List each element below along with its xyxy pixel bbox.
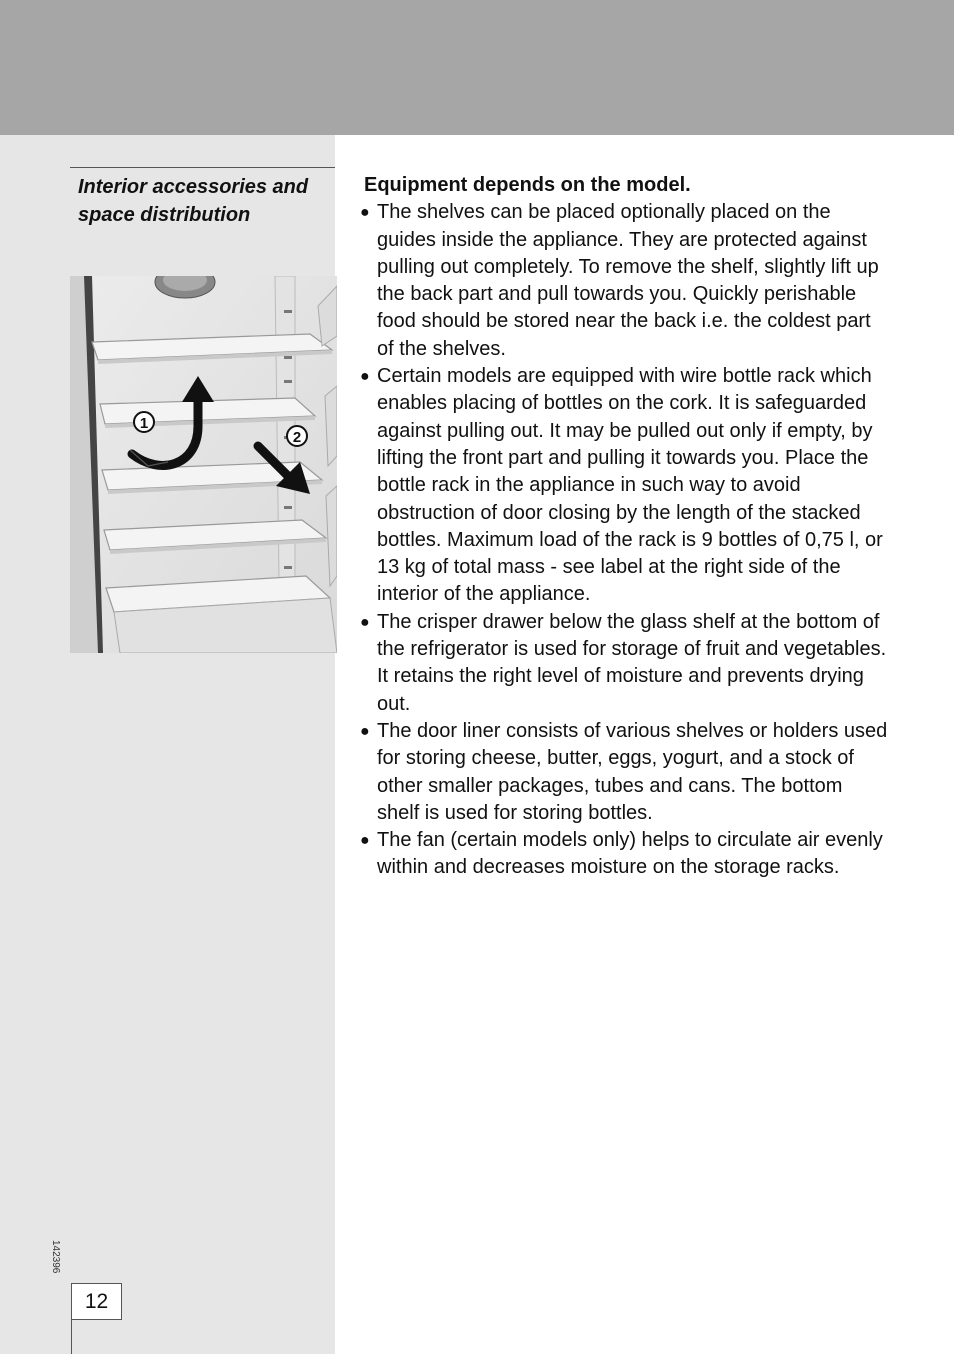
- list-item-text: The door liner consists of various shelves or holders used for storing cheese, butter, eggs, yogurt, and a stock of other smaller packages, tubes and cans. The bottom shelf is used for storing bottles.: [377, 719, 888, 824]
- bullet-icon: ●: [360, 613, 370, 631]
- list-item-text: Certain models are equipped with wire bottle rack which enables placing of bottles on the cork. It is safeguarded against pulling out. It may be pulled out only if empty, by lifting the front part and pulling it towards you. Place the bottle rack in the appliance in such way to avoid obstruction of door closing by the length of the stacked bottles. Maximum load of the rack is 9 bottles of 0,75 l, or 13 kg of total mass - see label at the right side of the interior of the appliance.: [377, 365, 883, 606]
- bullet-icon: ●: [360, 368, 370, 386]
- equipment-list: [358, 199, 888, 881]
- callout-1: 1: [139, 415, 149, 432]
- intro-heading: Equipment depends on the model.: [364, 174, 691, 196]
- list-item: [358, 363, 888, 609]
- list-item-text: The shelves can be placed optionally placed on the guides inside the appliance. They are protected against pulling out completely. To remove the shelf, slightly lift up the back part and pull towards you. Quickly perishable food should be stored near the back i.e. the coldest part of the shelves.: [377, 201, 879, 360]
- document-code: 142396: [50, 1240, 61, 1274]
- header-band: [0, 0, 954, 135]
- bullet-icon: ●: [360, 722, 370, 740]
- section-title: Interior accessories and space distribution: [78, 176, 309, 226]
- page-number-rule: [71, 1319, 72, 1354]
- fridge-shelf-illustration: [70, 276, 337, 653]
- list-item: [358, 609, 888, 718]
- list-item-text: The crisper drawer below the glass shelf at the bottom of the refrigerator is used for storage of fruit and vegetables. It retains the right level of moisture and prevents drying out.: [377, 610, 887, 715]
- callout-2: 2: [292, 429, 302, 446]
- list-item: [358, 827, 888, 882]
- list-item-text: The fan (certain models only) helps to circulate air evenly within and decreases moisture on the storage racks.: [377, 829, 883, 879]
- page-number: 12: [71, 1283, 122, 1320]
- bullet-icon: ●: [360, 832, 370, 850]
- list-item: [358, 199, 888, 363]
- section-divider: [70, 167, 335, 168]
- main-content: [358, 172, 888, 882]
- list-item: [358, 718, 888, 827]
- bullet-icon: ●: [360, 204, 370, 222]
